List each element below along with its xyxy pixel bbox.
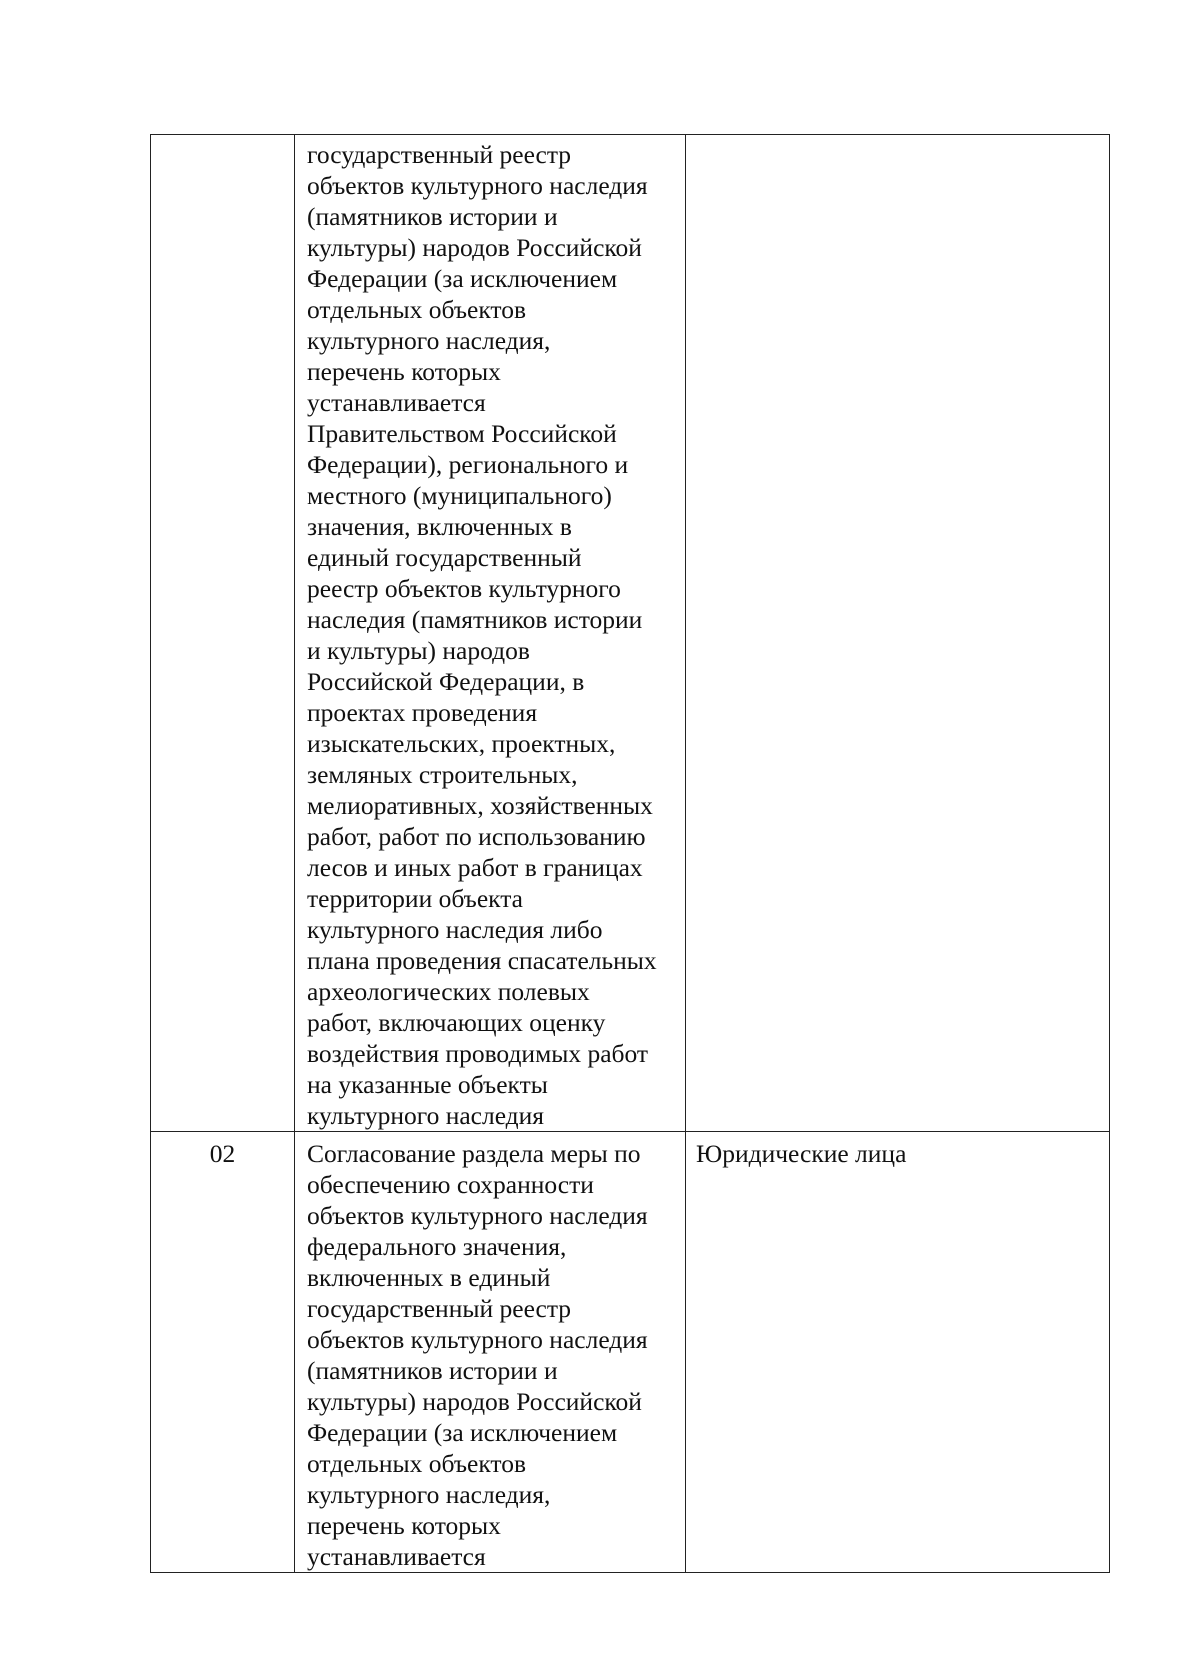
table-row (151, 1132, 1110, 1573)
applicants-cell (686, 135, 1110, 1132)
number-cell (151, 135, 295, 1132)
number-cell (151, 1132, 295, 1573)
service-number: 02 (209, 1139, 236, 1168)
service-applicants (686, 135, 1109, 141)
description-cell (295, 1132, 686, 1573)
service-description: государственный реестр объектов культурного наследия (памятников истории и культуры) народов Российской Федерации (за исключением отдельных объектов культурного наследия, перечень которых устанавливается Правительством Российской Федерации), регионального и местного (муниципального) значения, включенных в единый государственный реестр объектов культурного наследия (памятников истории и культуры) народов Российской Федерации, в проектах проведения изыскательских, проектных, земляных строительных, мелиоративных, хозяйственных работ, работ по использованию лесов и иных работ в границах территории объекта культурного наследия либо плана проведения спасательных археологических полевых работ, включающих оценку воздействия проводимых работ на указанные объекты культурного наследия (307, 140, 657, 1130)
service-number (151, 135, 294, 141)
service-applicants: Юридические лица (696, 1139, 907, 1168)
description-cell (295, 135, 686, 1132)
services-table (150, 134, 1110, 1573)
service-description: Согласование раздела меры по обеспечению сохранности объектов культурного наследия федерального значения, включенных в единый государственный реестр объектов культурного наследия (памятников истории и культуры) народов Российской Федерации (за исключением отдельных объектов культурного наследия, перечень которых устанавливается (307, 1139, 648, 1571)
applicants-cell (686, 1132, 1110, 1573)
table-row (151, 135, 1110, 1132)
